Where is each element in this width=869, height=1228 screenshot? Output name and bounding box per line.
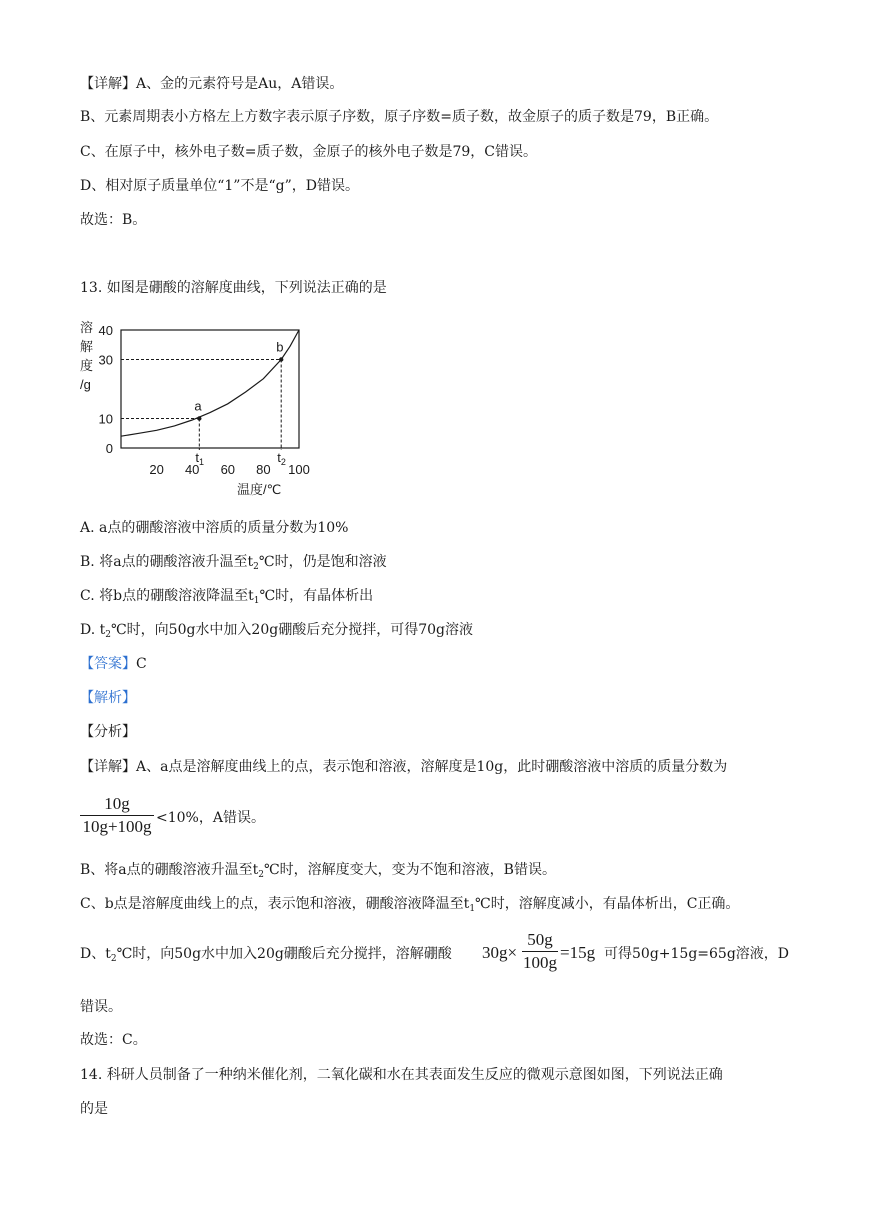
q13-choose: 故选：C。 xyxy=(80,1032,147,1048)
y-tick-labels xyxy=(99,323,113,456)
x-tick-label: 60 xyxy=(220,462,236,477)
y-axis-label xyxy=(80,320,93,392)
q13-option-a: A. a点的硼酸溶液中溶质的质量分数为10% xyxy=(80,520,349,536)
tick-subscript: 2 xyxy=(280,457,286,467)
fraction-a: 10g 10g+100g xyxy=(80,794,154,837)
fraction-d: 50g 100g xyxy=(523,930,557,972)
x-axis-label: 温度/℃ xyxy=(237,482,282,497)
y-tick-label: 30 xyxy=(98,352,113,368)
y-tick-label: 40 xyxy=(98,323,113,338)
point-a xyxy=(197,416,201,420)
q13-stem: 13. 如图是硼酸的溶解度曲线，下列说法正确的是 xyxy=(80,280,387,296)
q13-detail-d: D、$t_2℃$时，向50g水中加入20g硼酸后充分搅拌，溶解硼酸 xyxy=(80,946,452,964)
q13-math-d-post: =15g xyxy=(560,943,596,962)
q13-detail-d-tail2: 错误。 xyxy=(80,999,122,1015)
y-label-char: 解 xyxy=(80,339,94,354)
q13-fenxi-label: 【分析】 xyxy=(80,724,136,740)
q13-detail-a: 【详解】A、a点是溶解度曲线上的点，表示饱和溶液，溶解度是10g，此时硼酸溶液中溶质的质量分数为 xyxy=(80,759,728,775)
tick-subscript: 1 xyxy=(198,457,204,467)
q13-detail-b: B、将a点的硼酸溶液升温至$t_2℃$时，溶解度变大，变为不饱和溶液，B错误。 xyxy=(80,862,556,880)
y-label-char: /g xyxy=(80,377,91,392)
q14-stem-2: 的是 xyxy=(80,1101,108,1117)
q12-detail-d: D、相对原子质量单位“1”不是“g”，D错误。 xyxy=(80,178,359,194)
q13-option-b: B. 将a点的硼酸溶液升温至$t_2℃$时，仍是饱和溶液 xyxy=(80,554,387,572)
x-tick-label: 20 xyxy=(149,462,164,477)
y-label-char: 溶 xyxy=(80,320,94,335)
plot-frame xyxy=(121,330,299,448)
y-label-char: 度 xyxy=(80,358,94,373)
solubility-curve xyxy=(121,330,299,436)
point-tick-a: $t_1$ xyxy=(195,450,204,467)
solubility-chart xyxy=(76,316,326,500)
q14-stem: 14. 科研人员制备了一种纳米催化剂，二氧化碳和水在其表面发生反应的微观示意图如图，下列说法正确 xyxy=(80,1067,723,1083)
q13-option-c: C. 将b点的硼酸溶液降温至$t_1℃$时，有晶体析出 xyxy=(80,588,374,606)
point-b xyxy=(279,357,283,361)
q13-option-d: D. $t_2℃$时，向50g水中加入20g硼酸后充分搅拌，可得70g溶液 xyxy=(80,622,473,640)
q12-detail-a: 【详解】A、金的元素符号是Au，A错误。 xyxy=(80,76,344,92)
point-label-a: a xyxy=(194,398,202,414)
q13-detail-a-tail: <10%，A错误。 xyxy=(156,810,265,826)
point-label-b: b xyxy=(276,339,284,355)
y-tick-label: 10 xyxy=(98,411,113,427)
q12-detail-b: B、元素周期表小方格左上方数字表示原子序数，原子序数=质子数，故金原子的质子数是79，B正确。 xyxy=(80,109,719,125)
q13-analysis-label: 【解析】 xyxy=(80,690,136,706)
q13-detail-d-tail: 可得50g+15g=65g溶液，D xyxy=(604,946,790,962)
y-tick-label: 0 xyxy=(105,441,113,456)
q12-detail-c: C、在原子中，核外电子数=质子数，金原子的核外电子数是79，C错误。 xyxy=(80,144,537,160)
x-tick-label: 80 xyxy=(256,462,271,477)
q13-detail-c: C、b点是溶解度曲线上的点，表示饱和溶液，硼酸溶液降温至$t_1℃$时，溶解度减小，有晶体析出，C正确。 xyxy=(80,896,740,914)
q12-choose: 故选：B。 xyxy=(80,212,147,228)
q13-math-d-pre: 30g× xyxy=(482,943,518,962)
q13-answer: 【答案】C xyxy=(80,656,147,672)
x-tick-label: 40 xyxy=(184,462,200,477)
x-tick-label: 100 xyxy=(288,462,310,477)
point-tick-b: $t_2$ xyxy=(277,450,286,467)
